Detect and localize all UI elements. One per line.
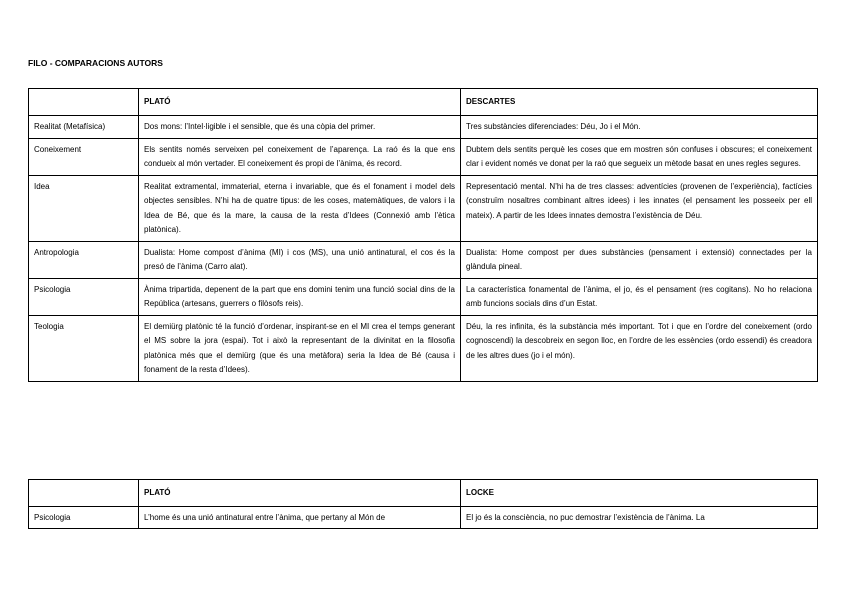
cell-plato: Dos mons: l’Intel·ligible i el sensible, que és una còpia del primer.: [139, 116, 461, 139]
table-header-row: [29, 480, 818, 507]
table-row-teologia: [29, 315, 818, 381]
cell-locke: [461, 507, 818, 529]
row-label: Realitat (Metafísica): [29, 116, 139, 139]
cell-plato-text: L’home és una unió antinatural entre l’ànima, que pertany al Món de: [144, 513, 386, 522]
cell-descartes: Representació mental. N’hi ha de tres classes: adventícies (provenen de l’experiència), factícies (construïm nosaltres combinant altres idees) i les innates (el pensament les posseeix per ell mateix). A partir de les Idees innates demostra l’existència de Déu.: [461, 175, 818, 241]
table-header-row: [29, 89, 818, 116]
cell-locke-text: El jo és la consciència, no puc demostrar l’existència de l’ànima. La: [466, 513, 705, 522]
table-row-psicologia: [29, 278, 818, 315]
cell-descartes: Dubtem dels sentits perquè les coses que em mostren són confuses i obscures; el coneixement clar i evident només ve donat per la raó que segueix un mètode basat en unes regles segures.: [461, 138, 818, 175]
cell-plato: Ànima tripartida, depenent de la part que ens domini tenim una funció social dins de la República (artesans, guerrers o filòsofs reis).: [139, 278, 461, 315]
header-cell-plato: PLATÓ: [139, 480, 461, 507]
row-label-text: Psicologia: [34, 513, 71, 522]
row-label: Antropologia: [29, 241, 139, 278]
header-cell-empty: [29, 480, 139, 507]
row-label: Psicologia: [29, 278, 139, 315]
cell-plato: El demiürg platònic té la funció d’ordenar, inspirant-se en el MI crea el temps generant el MS sobre la jora (espai). Tot i això la representant de la divinitat en la filosofia platònica més que el demiürg (que és una metàfora) seria la Idea de Bé (causa i fonament de la resta d’Idees).: [139, 315, 461, 381]
row-label: Teologia: [29, 315, 139, 381]
table-row-coneixement: [29, 138, 818, 175]
table-row-antropologia: [29, 241, 818, 278]
table-row-idea: [29, 175, 818, 241]
row-label: [29, 507, 139, 529]
comparison-table-plato-descartes: [28, 88, 818, 382]
header-cell-descartes: DESCARTES: [461, 89, 818, 116]
cell-plato: Dualista: Home compost d’ànima (MI) i cos (MS), una unió antinatural, el cos és la presó de l’ànima (Carro alat).: [139, 241, 461, 278]
cell-plato: Els sentits només serveixen pel coneixement de l’aparença. La raó és la que ens condueix al món vertader. El coneixement és propi de l’ànima, és record.: [139, 138, 461, 175]
cell-descartes: Dualista: Home compost per dues substàncies (pensament i extensió) connectades per la glàndula pineal.: [461, 241, 818, 278]
header-cell-locke: LOCKE: [461, 480, 818, 507]
table-row-realitat: [29, 116, 818, 139]
row-label: Coneixement: [29, 138, 139, 175]
comparison-table-plato-locke: [28, 479, 818, 529]
header-cell-empty: [29, 89, 139, 116]
table-row-psicologia: [29, 507, 818, 529]
cell-descartes: Tres substàncies diferenciades: Déu, Jo i el Món.: [461, 116, 818, 139]
cell-descartes: La característica fonamental de l’ànima, el jo, és el pensament (res cogitans). No ho relaciona amb funcions socials dins d’un Estat.: [461, 278, 818, 315]
cell-plato: Realitat extramental, immaterial, eterna i invariable, que és el fonament i model dels objectes sensibles. N’hi ha de quatre tipus: de les coses, matemàtiques, de valors i la Idea de Bé, que és la mare, la causa de la resta d’Idees (Connexió amb l’ètica platònica).: [139, 175, 461, 241]
row-label: Idea: [29, 175, 139, 241]
page-title: FILO - COMPARACIONS AUTORS: [28, 58, 163, 68]
cell-descartes: Déu, la res infinita, és la substància més important. Tot i que en l’ordre del coneixement (ordo cognoscendi) la descobreix en segon lloc, en l’ordre de les essències (ordo essendi) és creadora de les altres dues (jo i el món).: [461, 315, 818, 381]
cell-plato: [139, 507, 461, 529]
header-cell-plato: PLATÓ: [139, 89, 461, 116]
